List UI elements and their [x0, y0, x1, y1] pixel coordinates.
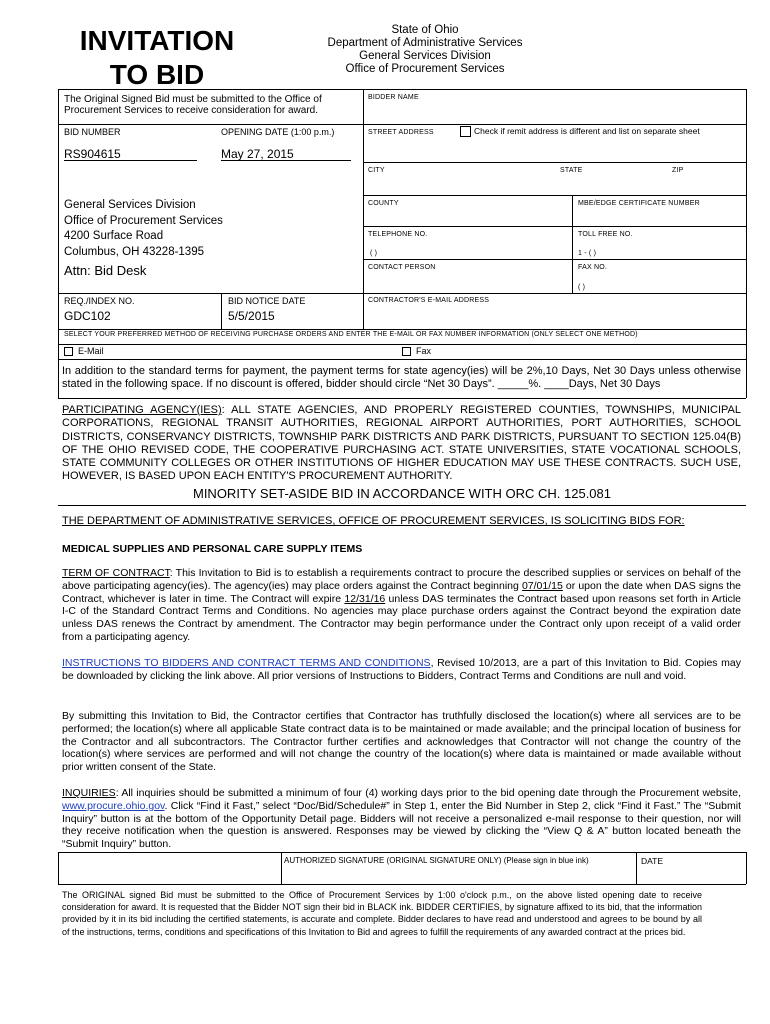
remit-address-label: Check if remit address is different and list on separate sheet — [474, 126, 700, 136]
instructions-paragraph — [62, 657, 741, 683]
toll-free-label: TOLL FREE NO. — [578, 231, 633, 238]
rule — [221, 293, 222, 329]
zip-label: ZIP — [672, 167, 684, 174]
street-address-field[interactable] — [368, 137, 458, 159]
minority-set-aside: MINORITY SET-ASIDE BID IN ACCORDANCE WITH ORC CH. 125.081 — [192, 486, 611, 501]
street-address-label: STREET ADDRESS — [368, 129, 434, 136]
date-field[interactable] — [641, 866, 741, 882]
address-line: General Services Division — [64, 199, 196, 211]
rule — [58, 359, 746, 360]
fax-label: FAX NO. — [578, 264, 608, 271]
rule — [363, 259, 746, 260]
term-heading: TERM OF CONTRACT — [62, 567, 170, 579]
address-line: Office of Procurement Services — [64, 214, 223, 227]
term-text: unless DAS terminates the Contract based upon reasons set forth in Article I-C of the Standard Contract Terms and Conditions. No agencies may place purchase orders against the Contract beyond the expiration date unless DAS renews the Contract by amendment. The Contractor may begin performance under the Contract only upon receipt of a valid order from a participating agency. — [62, 592, 741, 643]
rule — [746, 852, 747, 884]
term-text: : This Invitation to Bid is to establish a requirements contract to procure the described supplies or services on behalf of the above participating agency(ies). The agency(ies) may place orders against the Contract beginning — [62, 567, 741, 592]
document-title — [62, 24, 252, 92]
submit-note: The Original Signed Bid must be submitted to the Office of Procurement Services to receive consideration for award. — [64, 94, 322, 116]
date-label: DATE — [641, 856, 664, 866]
email-method-label: E-Mail — [78, 346, 104, 356]
agency-line-2: Department of Administrative Services — [327, 37, 523, 49]
fax-field[interactable]: ( ) — [578, 284, 586, 291]
agency-line-4: Office of Procurement Services — [345, 63, 505, 75]
footer-certification: The ORIGINAL signed Bid must be submitted to the Office of Procurement Services by 1:00 o'clock p.m., on the above listed opening date to receive consideration for award. It is requested that the Bidder NOT sign their bid in BLACK ink. BIDDER CERTIFIES, by signature affixed to its bid, that the information provided by it in its bid including the certified statements, is accurate and complete. Bidder declares to have read and understood and agrees to be bound by all of the instructions, terms, conditions and specifications of this Invitation to Bid and agrees to fulfill the requirements of any awarded contract at the prices bid. — [62, 890, 702, 937]
inquiries-text: : All inquiries should be submitted a minimum of four (4) working days prior to the bid opening date through the Procurement website, — [115, 787, 741, 799]
instructions-link[interactable]: INSTRUCTIONS TO BIDDERS AND CONTRACT TERMS AND CONDITIONS — [62, 657, 431, 669]
participating-agencies — [62, 404, 741, 484]
opening-date-value: May 27, 2015 — [221, 147, 294, 161]
rule — [363, 226, 746, 227]
rule — [58, 344, 746, 345]
county-label: COUNTY — [368, 200, 399, 207]
bid-number-value: RS904615 — [64, 147, 121, 161]
term-of-contract — [62, 567, 741, 644]
agencies-text: : ALL STATE AGENCIES, AND PROPERLY REGISTERED COUNTIES, TOWNSHIPS, MUNICIPAL CORPORATIONS, REGIONAL TRANSIT AUTHORITIES, REGIONAL AIRPORT AUTHORITIES, PORT AUTHORITIES, SCHOOL DISTRICTS, CONSERVANCY DISTRICTS, TOWNSHIP PARK DISTRICTS AND PARK DISTRICTS, PURSUANT TO SECTION 125.04(B) OF THE OHIO REVISED CODE, THE COOPERATIVE PURCHASING ACT. STATE UNIVERSITIES, STATE VOCATIONAL SCHOOLS, STATE COMMUNITY COLLEGES OR OTHER INSTITUTIONS OF HIGHER EDUCATION MAY USE THESE CONTRACTS. SUCH USE, HOWEVER, IS BASED UPON EACH ENTITY'S PROCUREMENT AUTHORITY. — [62, 404, 741, 483]
rule — [58, 852, 59, 884]
fax-method-label: Fax — [416, 346, 432, 356]
rule — [58, 89, 363, 90]
term-text: or upon the date when DAS signs the Contract, whichever is later in time. The Contract will expire — [62, 579, 741, 605]
checkbox-square-icon — [64, 347, 73, 356]
bid-notice-date-value: 5/5/2015 — [228, 309, 275, 323]
email-address-label: CONTRACTOR'S E-MAIL ADDRESS — [368, 297, 490, 304]
rule — [58, 329, 746, 330]
rule — [363, 162, 746, 163]
rule — [363, 293, 746, 294]
item-title: MEDICAL SUPPLIES AND PERSONAL CARE SUPPLY ITEMS — [62, 543, 363, 555]
soliciting-heading: THE DEPARTMENT OF ADMINISTRATIVE SERVICES, OFFICE OF PROCUREMENT SERVICES, IS SOLICITING BIDS FOR: — [62, 515, 685, 527]
rule — [636, 852, 637, 884]
checkbox-square-icon — [460, 126, 471, 137]
inquiries-heading: INQUIRIES — [62, 787, 116, 799]
opening-date-label: OPENING DATE (1:00 p.m.) — [221, 127, 335, 137]
telephone-field[interactable]: ( ) — [370, 250, 378, 257]
agency-line-3: General Services Division — [359, 50, 491, 62]
agencies-heading: PARTICIPATING AGENCY(IES) — [62, 404, 222, 416]
bidder-name-label: BIDDER NAME — [368, 94, 419, 101]
signature-label: AUTHORIZED SIGNATURE (ORIGINAL SIGNATURE ONLY) (Please sign in blue ink) — [284, 856, 589, 865]
city-label: CITY — [368, 167, 385, 174]
attention-line: Attn: Bid Desk — [64, 263, 147, 278]
telephone-label: TELEPHONE NO. — [368, 231, 428, 238]
rule — [363, 195, 746, 196]
mbe-certificate-label: MBE/EDGE CERTIFICATE NUMBER — [578, 200, 700, 207]
toll-free-field[interactable]: 1 - ( ) — [578, 250, 597, 257]
start-date: 07/01/15 — [521, 579, 563, 592]
issuing-agency — [300, 24, 550, 76]
title-line-1: INVITATION — [79, 25, 235, 56]
bid-number-label: BID NUMBER — [64, 127, 121, 137]
req-index-value: GDC102 — [64, 309, 111, 323]
address-line: Columbus, OH 43228-1395 — [64, 245, 204, 258]
method-instruction: SELECT YOUR PREFERRED METHOD OF RECEIVING PURCHASE ORDERS AND ENTER THE E-MAIL OR FAX NUMBER INFORMATION (ONLY SELECT ONE METHOD) — [64, 331, 638, 338]
bid-notice-date-label: BID NOTICE DATE — [228, 296, 306, 306]
address-line: 4200 Surface Road — [64, 230, 164, 242]
title-line-2: TO BID — [109, 59, 205, 90]
rule — [58, 852, 746, 853]
instructions-text: , Revised 10/2013, are a part of this Invitation to Bid. Copies may be downloaded by clicking the link above. All prior versions of Instructions to Bidders, Contract Terms and Conditions are null and void. — [62, 657, 741, 682]
end-date: 12/31/16 — [344, 592, 386, 605]
rule — [58, 89, 59, 329]
checkbox-square-icon — [402, 347, 411, 356]
signature-field[interactable] — [284, 866, 634, 882]
req-index-label: REQ./INDEX NO. — [64, 296, 135, 306]
agency-line-1: State of Ohio — [391, 24, 459, 36]
rule — [58, 398, 746, 399]
email-method-option[interactable] — [64, 346, 104, 356]
rule — [363, 89, 746, 90]
fax-method-option[interactable] — [402, 346, 431, 356]
contact-person-label: CONTACT PERSON — [368, 264, 436, 271]
rule — [58, 124, 363, 125]
rule — [58, 505, 746, 506]
rule — [363, 124, 746, 125]
rule — [58, 329, 59, 398]
inquiries-text: . Click “Find it Fast,” select “Doc/Bid/Schedule#” in Step 1, enter the Bid Number in Step 2, click “Find it Fast.” The “Submit Inquiry” button is at the bottom of the Opportunity Detail page. Bidders will not receive a personalized e-mail response to their question, nor will they receive notification when the question is answered. Responses may be viewed by clicking the “View Q & A” button located beneath the “Submit Inquiry” button. — [62, 799, 741, 851]
inquiries-paragraph — [62, 787, 741, 851]
rule — [281, 852, 282, 884]
bidder-name-field[interactable] — [368, 100, 740, 122]
mailing-address — [64, 198, 223, 260]
rule — [746, 329, 747, 398]
procurement-website-link[interactable]: www.procure.ohio.gov — [62, 799, 165, 812]
remit-address-checkbox[interactable] — [460, 126, 700, 137]
rule — [572, 195, 573, 293]
rule — [58, 884, 746, 885]
rule — [58, 293, 363, 294]
rule — [746, 89, 747, 329]
certification-paragraph: By submitting this Invitation to Bid, the Contractor certifies that Contractor has truthfully disclosed the location(s) where all services are to be performed; the location(s) where all applicable State contract data is to be maintained or made available; and the principal location of business for the Contractor and all subcontractors. The Contractor further certifies and acknowledges that Contractor will not change the country of the location(s) where services are performed and will not change the country of the location(s) where data is maintained or made available without prior written consent of the State. — [62, 710, 741, 774]
state-label: STATE — [560, 167, 583, 174]
payment-terms: In addition to the standard terms for payment, the payment terms for state agency(ies) will be 2%,10 Days, Net 30 Days unless otherwise stated in the following space. If no discount is offered, bidder should circle “Net 30 Days”. _____%. ____Days, Net 30 Days — [62, 365, 741, 390]
